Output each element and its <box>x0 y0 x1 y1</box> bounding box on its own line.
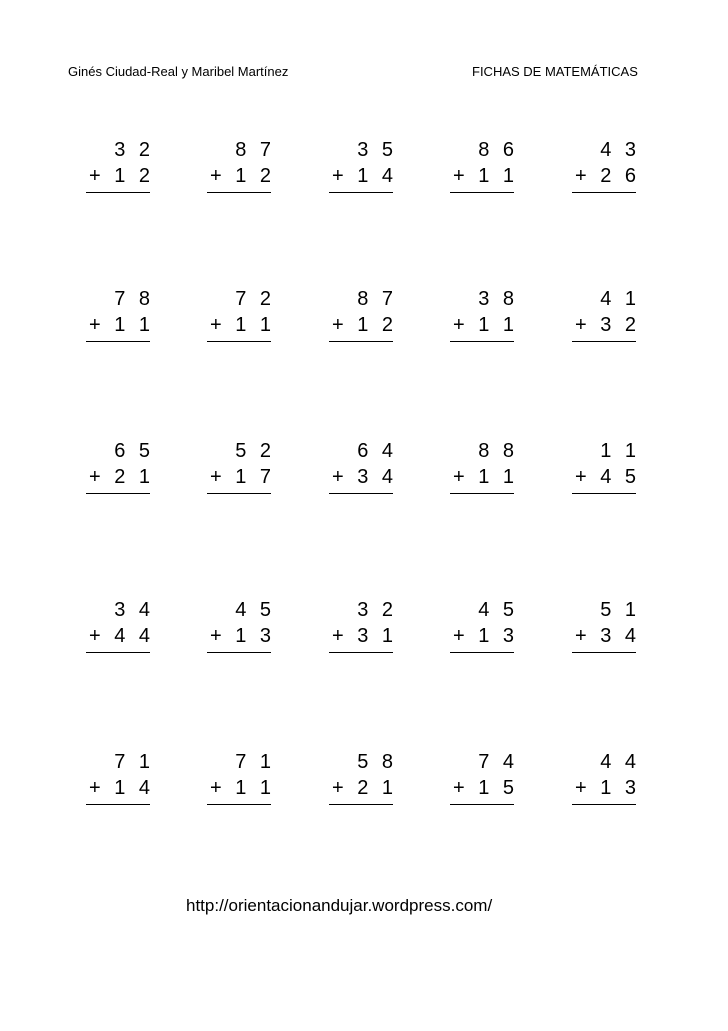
sum-line <box>572 192 636 193</box>
sum-line <box>207 804 271 805</box>
addend-bottom: + 4 5 <box>574 466 640 488</box>
addend-top: 4 5 <box>235 599 275 621</box>
sum-line <box>329 804 393 805</box>
addition-problem <box>450 138 518 208</box>
addend-bottom: + 1 5 <box>452 777 518 799</box>
addend-bottom: + 1 1 <box>209 314 275 336</box>
sum-line <box>572 652 636 653</box>
addend-top: 6 4 <box>357 440 397 462</box>
addend-top: 8 6 <box>478 139 518 161</box>
addend-top: 5 2 <box>235 440 275 462</box>
addition-problem <box>207 598 275 668</box>
addition-problem <box>329 598 397 668</box>
addend-top: 5 1 <box>600 599 640 621</box>
addend-bottom: + 1 1 <box>209 777 275 799</box>
addend-top: 8 7 <box>357 288 397 310</box>
header-authors: Ginés Ciudad-Real y Maribel Martínez <box>68 64 289 79</box>
addend-bottom: + 1 4 <box>88 777 154 799</box>
addend-top: 4 4 <box>600 751 640 773</box>
sum-line <box>450 804 514 805</box>
addition-problem <box>450 287 518 357</box>
addend-bottom: + 1 1 <box>452 466 518 488</box>
addend-top: 8 8 <box>478 440 518 462</box>
addition-problem <box>86 439 154 509</box>
addend-top: 4 5 <box>478 599 518 621</box>
sum-line <box>86 652 150 653</box>
addend-top: 7 4 <box>478 751 518 773</box>
addend-top: 6 5 <box>114 440 154 462</box>
addition-problem <box>329 138 397 208</box>
addition-problem <box>207 287 275 357</box>
addend-top: 3 2 <box>114 139 154 161</box>
addend-top: 4 1 <box>600 288 640 310</box>
addition-problem <box>207 439 275 509</box>
sum-line <box>572 341 636 342</box>
addend-top: 4 3 <box>600 139 640 161</box>
sum-line <box>450 652 514 653</box>
addend-bottom: + 3 4 <box>574 625 640 647</box>
sum-line <box>572 493 636 494</box>
addend-top: 7 1 <box>235 751 275 773</box>
addend-bottom: + 1 1 <box>88 314 154 336</box>
addend-bottom: + 4 4 <box>88 625 154 647</box>
addend-top: 5 8 <box>357 751 397 773</box>
addend-top: 1 1 <box>600 440 640 462</box>
addend-top: 3 8 <box>478 288 518 310</box>
addition-problem <box>86 750 154 820</box>
sum-line <box>572 804 636 805</box>
addend-bottom: + 1 3 <box>452 625 518 647</box>
addend-bottom: + 1 4 <box>331 165 397 187</box>
addend-bottom: + 1 3 <box>574 777 640 799</box>
addend-bottom: + 1 2 <box>88 165 154 187</box>
sum-line <box>450 341 514 342</box>
addend-bottom: + 3 1 <box>331 625 397 647</box>
addend-bottom: + 3 2 <box>574 314 640 336</box>
addition-problem <box>86 598 154 668</box>
addend-top: 7 8 <box>114 288 154 310</box>
addition-problem <box>572 287 640 357</box>
addend-bottom: + 2 6 <box>574 165 640 187</box>
addition-problem <box>450 598 518 668</box>
sum-line <box>86 493 150 494</box>
addend-top: 3 4 <box>114 599 154 621</box>
addend-bottom: + 2 1 <box>88 466 154 488</box>
sum-line <box>329 493 393 494</box>
addition-problem <box>207 750 275 820</box>
addend-top: 7 2 <box>235 288 275 310</box>
sum-line <box>86 341 150 342</box>
addition-problem <box>86 138 154 208</box>
addition-problem <box>572 750 640 820</box>
header-title: FICHAS DE MATEMÁTICAS <box>472 64 638 79</box>
addition-problem <box>207 138 275 208</box>
addition-problem <box>572 598 640 668</box>
sum-line <box>207 493 271 494</box>
addend-top: 7 1 <box>114 751 154 773</box>
addend-bottom: + 1 1 <box>452 314 518 336</box>
addition-problem <box>86 287 154 357</box>
addition-problem <box>450 439 518 509</box>
addend-bottom: + 1 2 <box>331 314 397 336</box>
sum-line <box>450 493 514 494</box>
addend-top: 8 7 <box>235 139 275 161</box>
addition-problem <box>329 439 397 509</box>
addition-problem <box>329 287 397 357</box>
addend-bottom: + 2 1 <box>331 777 397 799</box>
sum-line <box>207 192 271 193</box>
footer-website-link[interactable]: http://orientacionandujar.wordpress.com/ <box>186 896 493 915</box>
addition-problem <box>572 138 640 208</box>
addend-bottom: + 1 1 <box>452 165 518 187</box>
addend-bottom: + 1 2 <box>209 165 275 187</box>
sum-line <box>329 192 393 193</box>
addition-problem <box>450 750 518 820</box>
addend-top: 3 5 <box>357 139 397 161</box>
addend-bottom: + 1 3 <box>209 625 275 647</box>
sum-line <box>329 341 393 342</box>
addend-bottom: + 3 4 <box>331 466 397 488</box>
sum-line <box>207 652 271 653</box>
sum-line <box>450 192 514 193</box>
sum-line <box>86 192 150 193</box>
addition-problem <box>329 750 397 820</box>
sum-line <box>329 652 393 653</box>
addend-bottom: + 1 7 <box>209 466 275 488</box>
sum-line <box>86 804 150 805</box>
addition-problem <box>572 439 640 509</box>
sum-line <box>207 341 271 342</box>
addend-top: 3 2 <box>357 599 397 621</box>
